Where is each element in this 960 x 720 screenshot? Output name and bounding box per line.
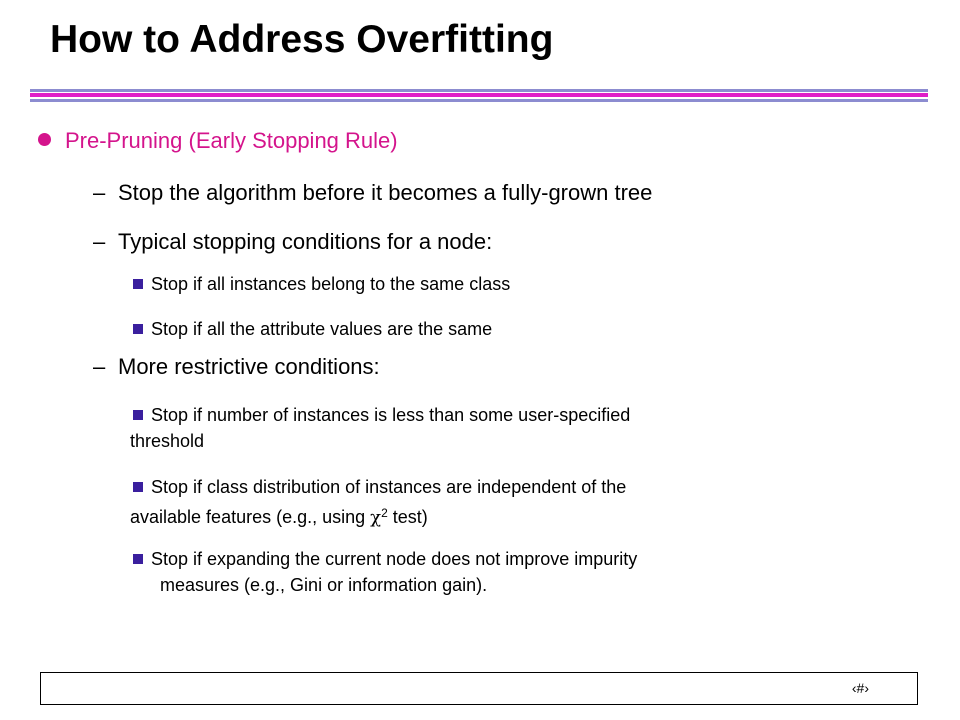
condition-text: Stop if class distribution of instances are independent of the <box>151 477 627 497</box>
diamond-bullet-icon <box>133 324 143 334</box>
page-number: ‹#› <box>851 680 869 696</box>
condition-text-part: available features (e.g., using <box>130 507 371 527</box>
diamond-bullet-icon <box>133 279 143 289</box>
condition-impurity-improvement <box>133 546 893 598</box>
condition-text-continued: threshold <box>130 431 205 451</box>
chi-symbol: χ <box>370 507 382 528</box>
sub-bullet-typical-conditions <box>93 229 492 255</box>
title-rule-bottom <box>30 99 928 102</box>
sub-bullet-stop-algorithm <box>93 180 652 206</box>
dash-bullet: – <box>93 180 106 205</box>
diamond-bullet-icon <box>133 410 143 420</box>
condition-text-continued <box>130 500 893 531</box>
condition-text: Stop if all the attribute values are the same <box>151 319 493 339</box>
superscript-two: 2 <box>381 506 388 520</box>
condition-same-attributes <box>133 316 893 342</box>
condition-same-class <box>133 271 893 297</box>
bullet-pre-pruning <box>38 128 398 154</box>
title-rule-middle <box>30 93 928 97</box>
condition-text-continued: measures (e.g., Gini or information gain). <box>160 575 488 595</box>
condition-text-part: test) <box>387 507 428 527</box>
round-bullet-icon <box>38 133 51 146</box>
title-rule-top <box>30 89 928 92</box>
footer-box <box>40 672 918 705</box>
sub-bullet-restrictive-conditions <box>93 354 380 380</box>
slide-title: How to Address Overfitting <box>50 18 554 61</box>
sub-bullet-text: Typical stopping conditions for a node: <box>118 229 493 254</box>
diamond-bullet-icon <box>133 482 143 492</box>
dash-bullet: – <box>93 354 106 379</box>
diamond-bullet-icon <box>133 554 143 564</box>
condition-instance-threshold <box>130 402 893 454</box>
condition-text: Stop if all instances belong to the same class <box>151 274 511 294</box>
dash-bullet: – <box>93 229 106 254</box>
condition-text: Stop if expanding the current node does not improve impurity <box>151 549 638 569</box>
condition-text: Stop if number of instances is less than some user-specified <box>151 405 631 425</box>
sub-bullet-text: More restrictive conditions: <box>118 354 380 379</box>
condition-class-independence <box>130 474 893 531</box>
sub-bullet-text: Stop the algorithm before it becomes a fully-grown tree <box>118 180 653 205</box>
bullet-pre-pruning-text: Pre-Pruning (Early Stopping Rule) <box>65 128 398 153</box>
